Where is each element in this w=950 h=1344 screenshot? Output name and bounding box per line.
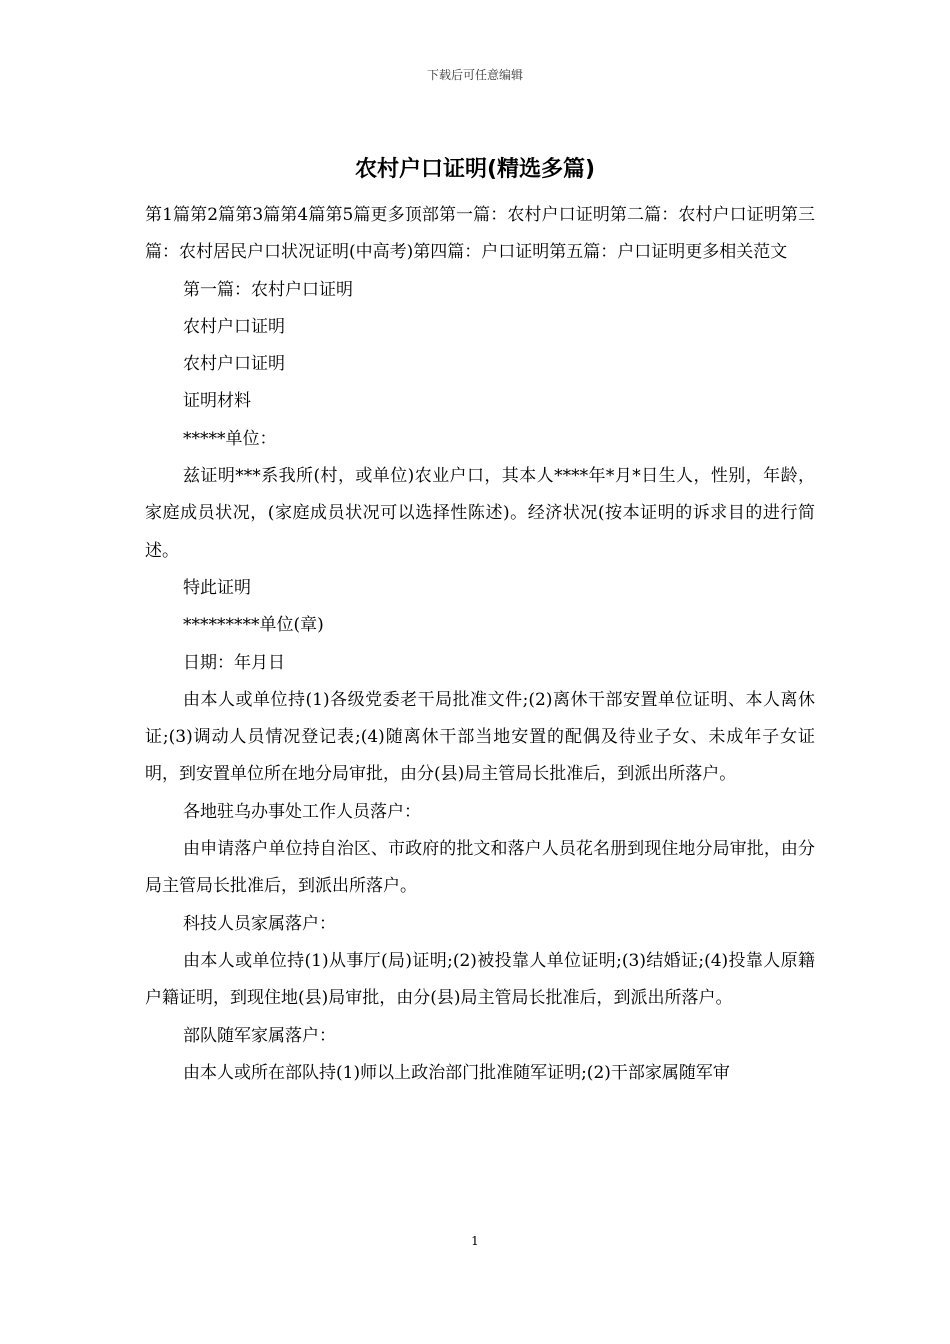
body-paragraph: 农村户口证明: [183, 354, 285, 375]
closing-line: 特此证明: [183, 577, 251, 598]
date-line: 日期：年月日: [183, 652, 285, 673]
body-paragraph: 由本人或所在部队持(1)师以上政治部门批准随军证明;(2)干部家属随军审: [183, 1062, 730, 1083]
page-header-note: 下载后可任意编辑: [426, 68, 523, 82]
table-of-contents-paragraph: 第1篇第2篇第3篇第4篇第5篇更多顶部第一篇：农村户口证明第二篇：农村户口证明第三篇：农村居民户口状况证明(中高考)第四篇：户口证明第五篇：户口证明更多相关范文: [145, 205, 815, 263]
page-number: 1: [471, 1234, 479, 1248]
body-paragraph: 由本人或单位持(1)各级党委老干局批准文件;(2)离休干部安置单位证明、本人离休证;(3)调动人员情况登记表;(4)随离休干部当地安置的配偶及待业子女、未成年子女证明，到安置单位所在地分局审批，由分(县)局主管局长批准后，到派出所落户。: [145, 689, 815, 785]
body-paragraph: 由本人或单位持(1)从事厅(局)证明;(2)被投靠人单位证明;(3)结婚证;(4)投靠人原籍户籍证明，到现住地(县)局审批，由分(县)局主管局长批准后，到派出所落户。: [145, 950, 815, 1009]
subsection-heading: 各地驻乌办事处工作人员落户：: [183, 801, 421, 822]
body-paragraph: 农村户口证明: [183, 316, 285, 337]
subsection-heading: 科技人员家属落户：: [183, 913, 336, 934]
body-paragraph: 兹证明***系我所(村，或单位)农业户口，其本人****年*月*日生人，性别，年龄，家庭成员状况，(家庭成员状况可以选择性陈述)。经济状况(按本证明的诉求目的进行简述。: [145, 466, 815, 561]
document-body: [145, 197, 815, 1092]
body-paragraph: 证明材料: [183, 391, 251, 412]
signature-line: *********单位(章): [183, 615, 324, 636]
subsection-heading: 部队随军家属落户：: [183, 1025, 336, 1046]
document-title: 农村户口证明(精选多篇): [354, 157, 596, 182]
body-paragraph: 由申请落户单位持自治区、市政府的批文和落户人员花名册到现住地分局审批，由分局主管局长批准后，到派出所落户。: [145, 839, 815, 897]
section-heading: 第一篇：农村户口证明: [183, 279, 353, 300]
recipient-line: *****单位：: [183, 428, 277, 449]
